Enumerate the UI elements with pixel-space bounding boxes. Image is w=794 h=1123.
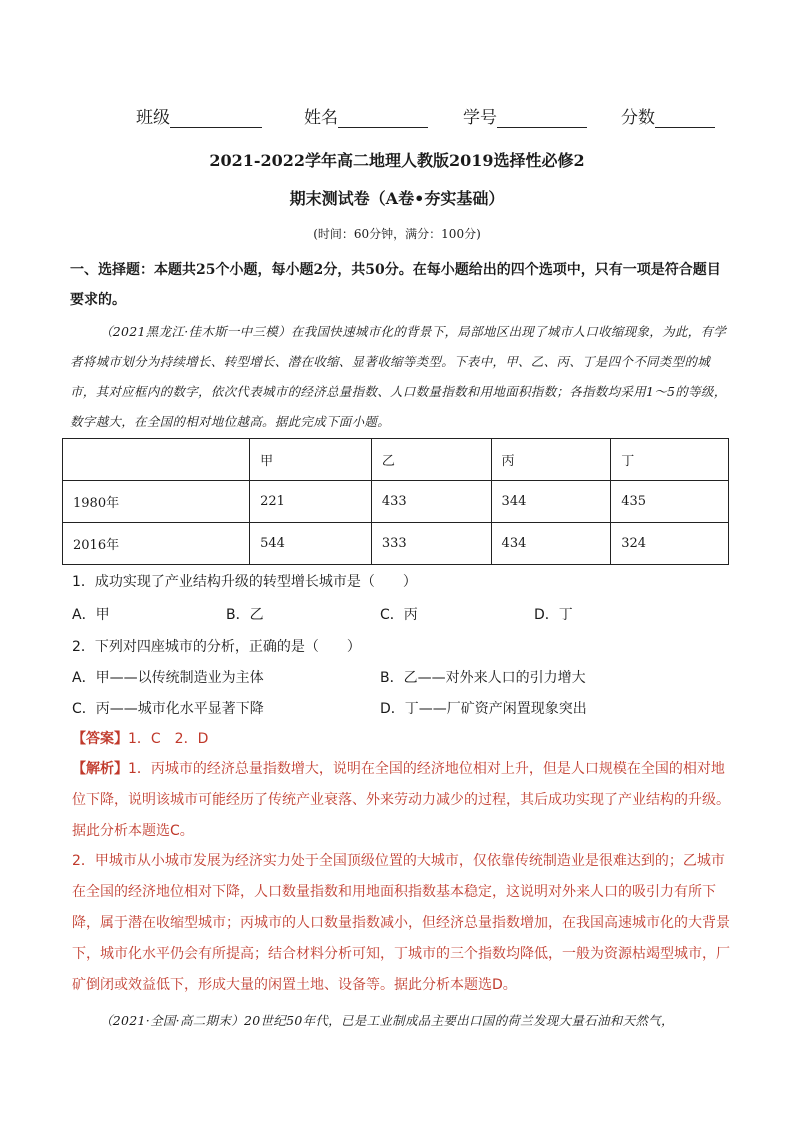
passage-intro: （2021黑龙江·佳木斯一中三模）在我国快速城市化的背景下，局部地区出现了城市人口收缩现象，为此，有学者将城市划分为持续增长、转型增长、潜在收缩、显著收缩等类型。下表中，甲、乙、丙、丁是四个不同类型的城市，其对应框内的数字，依次代表城市的经济总量指数、人口数量指数和用地面积指数；各指数均采用1～5的等级，数字越大，在全国的相对地位越高。据此完成下面小题。	[70, 324, 727, 429]
analysis-text-1: 1．丙城市的经济总量指数增大，说明在全国的经济地位相对上升，但是人口规模在全国的相对地位下降，说明该城市可能经历了传统产业衰落、外来劳动力减少的过程，其后成功实现了产业结构的升级。据此分析本题选C。	[72, 761, 730, 839]
table-cell: 丁	[611, 439, 729, 481]
table-cell: 2016年	[63, 523, 250, 565]
score-blank[interactable]	[655, 109, 715, 128]
analysis-paragraph-1	[72, 754, 732, 847]
table-cell: 甲	[250, 439, 372, 481]
city-index-table	[62, 438, 729, 565]
section-heading: 一、选择题：本题共25个小题，每小题2分，共50分。在每小题给出的四个选项中，只有一项是符合题目要求的。	[70, 262, 721, 308]
table-cell: 丙	[491, 439, 611, 481]
question-1-option-c[interactable]: C．丙	[380, 607, 418, 623]
question-1-option-b[interactable]: B．乙	[226, 607, 264, 623]
student-id-field[interactable]: 学号	[463, 103, 587, 128]
passage-2-intro: （2021·全国·高二期末）20世纪50年代，已是工业制成品主要出口国的荷兰发现大量石油和天然气，	[100, 1013, 674, 1028]
exam-subtitle: 期末测试卷（A卷•夯实基础）	[289, 189, 505, 208]
table-cell: 544	[250, 523, 372, 565]
name-field[interactable]: 姓名	[304, 103, 428, 128]
question-2-option-c[interactable]: C．丙——城市化水平显著下降	[72, 701, 264, 717]
exam-time-info: (时间：60分钟，满分：100分)	[313, 227, 481, 241]
question-2-option-b[interactable]: B．乙——对外来人口的引力增大	[380, 670, 586, 686]
analysis-paragraph-2: 2．甲城市从小城市发展为经济实力处于全国顶级位置的大城市，仅依靠传统制造业是很难达到的；乙城市在全国的经济地位相对下降，人口数量指数和用地面积指数基本稳定，这说明对外来人口的吸引力有所下降，属于潜在收缩型城市；丙城市的人口数量指数减小，但经济总量指数增加，在我国高速城市化的大背景下，城市化水平仍会有所提高；结合材料分析可知，丁城市的三个指数均降低，一般为资源枯竭型城市，厂矿倒闭或效益低下，形成大量的闲置土地、设备等。据此分析本题选D。	[72, 853, 730, 993]
table-row	[63, 481, 729, 523]
table-cell	[63, 439, 250, 481]
table-cell: 324	[611, 523, 729, 565]
answer-line	[72, 728, 208, 748]
name-blank[interactable]	[338, 109, 428, 128]
class-field[interactable]: 班级	[136, 103, 262, 128]
score-field[interactable]: 分数	[621, 103, 715, 128]
table-cell: 333	[371, 523, 491, 565]
question-1-option-a[interactable]: A．甲	[72, 607, 110, 623]
class-blank[interactable]	[170, 109, 262, 128]
table-cell: 434	[491, 523, 611, 565]
student-info-fields	[136, 103, 736, 129]
student-id-blank[interactable]	[497, 109, 587, 128]
table-row	[63, 523, 729, 565]
table-cell: 221	[250, 481, 372, 523]
question-2-option-a[interactable]: A．甲——以传统制造业为主体	[72, 670, 264, 686]
answer-text: 1．C 2．D	[128, 731, 209, 747]
question-2-stem: 2．下列对四座城市的分析，正确的是（ ）	[72, 639, 361, 655]
answer-label: 【答案】	[72, 731, 128, 747]
analysis-label: 【解析】	[72, 761, 128, 777]
table-cell: 1980年	[63, 481, 250, 523]
table-cell: 344	[491, 481, 611, 523]
question-1-option-d[interactable]: D．丁	[534, 607, 573, 623]
table-cell: 435	[611, 481, 729, 523]
question-2-option-d[interactable]: D．丁——厂矿资产闲置现象突出	[380, 701, 587, 717]
question-1-stem: 1．成功实现了产业结构升级的转型增长城市是（ ）	[72, 574, 417, 590]
table-cell: 乙	[371, 439, 491, 481]
exam-title: 2021-2022学年高二地理人教版2019选择性必修2	[209, 151, 585, 170]
table-cell: 433	[371, 481, 491, 523]
table-header-row	[63, 439, 729, 481]
